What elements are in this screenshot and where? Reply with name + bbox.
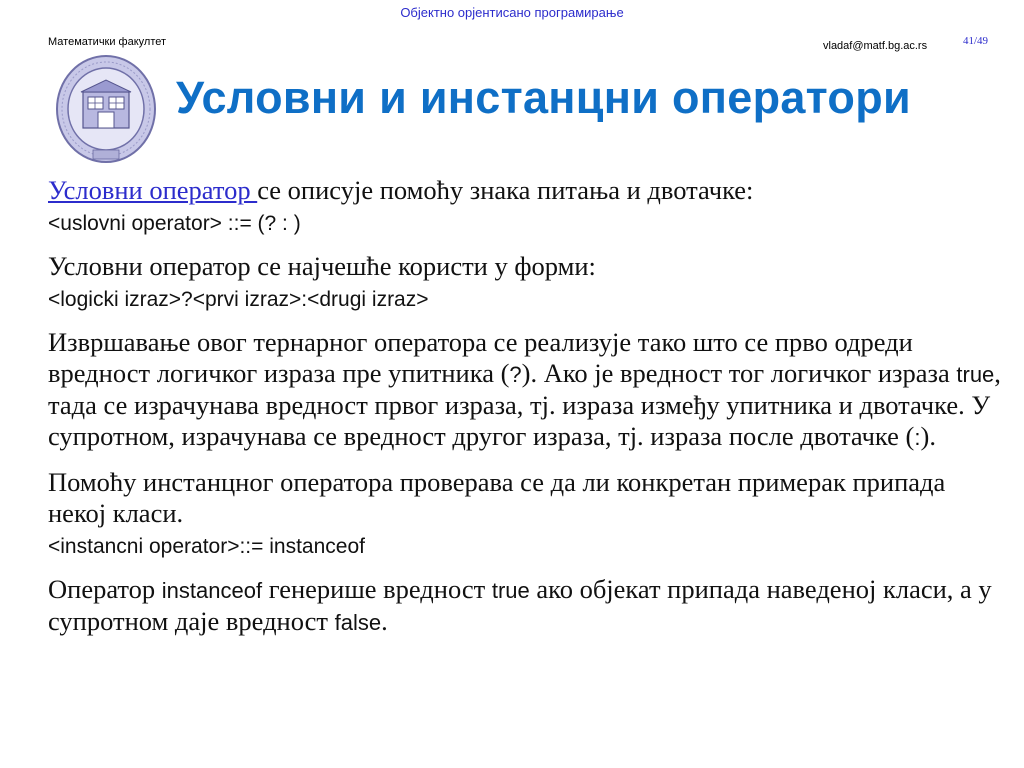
text-segment: ). xyxy=(920,421,936,451)
text-segment: ако објекат припада наведеној класи, а у супротном даје вредност xyxy=(48,574,992,636)
keyword-instanceof: instanceof xyxy=(161,578,263,603)
paragraph-text: се описује помоћу знака питања и двотачке: xyxy=(257,175,754,205)
faculty-name: Математички факултет xyxy=(48,36,167,48)
paragraph-conditional-operator xyxy=(48,175,1008,206)
keyword-true: true xyxy=(491,578,530,603)
slide-title: Условни и инстанцни оператори xyxy=(176,72,911,123)
text-segment: ). Ако је вредност тог логичког израза xyxy=(521,358,957,388)
question-mark: ? xyxy=(509,362,522,387)
conditional-operator-syntax: <uslovni operator> ::= (? : ) xyxy=(48,212,301,235)
paragraph-common-form: Условни оператор се најчешће користи у форми: xyxy=(48,251,596,281)
slide-body xyxy=(48,170,1008,638)
paragraph-instanceof-result xyxy=(48,574,1008,638)
author-email: vladaf@matf.bg.ac.rs xyxy=(823,40,928,52)
paragraph-ternary-execution xyxy=(48,327,1008,453)
instance-operator-syntax: <instancni operator>::= instanceof xyxy=(48,535,365,558)
colon-symbol: : xyxy=(914,425,921,450)
text-segment: Извршавање овог тернарног оператора се реализује тако што се прво одреди вредност логичког израза пре упитника ( xyxy=(48,327,913,388)
common-form-syntax: <logicki izraz>?<prvi izraz>:<drugi izraz> xyxy=(48,288,429,311)
text-segment: генерише вредност xyxy=(262,574,492,604)
page-number: 41/49 xyxy=(963,35,989,47)
text-segment: . xyxy=(381,606,388,636)
course-title: Објектно орјентисано програмирање xyxy=(400,5,624,20)
text-segment: Оператор xyxy=(48,574,162,604)
keyword-true: true xyxy=(956,362,995,387)
faculty-seal-logo xyxy=(55,54,158,167)
paragraph-instance-operator: Помоћу инстанцног оператора проверава се да ли конкретан примерак припада некој класи. xyxy=(48,467,946,528)
text-segment: , тада се израчунава вредност првог израза, тј. израза између упитника и двотачке. У супротном, израчунава се вредност другог израза, тј. израза после двотачке ( xyxy=(48,358,1001,451)
conditional-operator-link[interactable]: Условни оператор xyxy=(48,175,258,205)
keyword-false: false xyxy=(334,610,382,635)
